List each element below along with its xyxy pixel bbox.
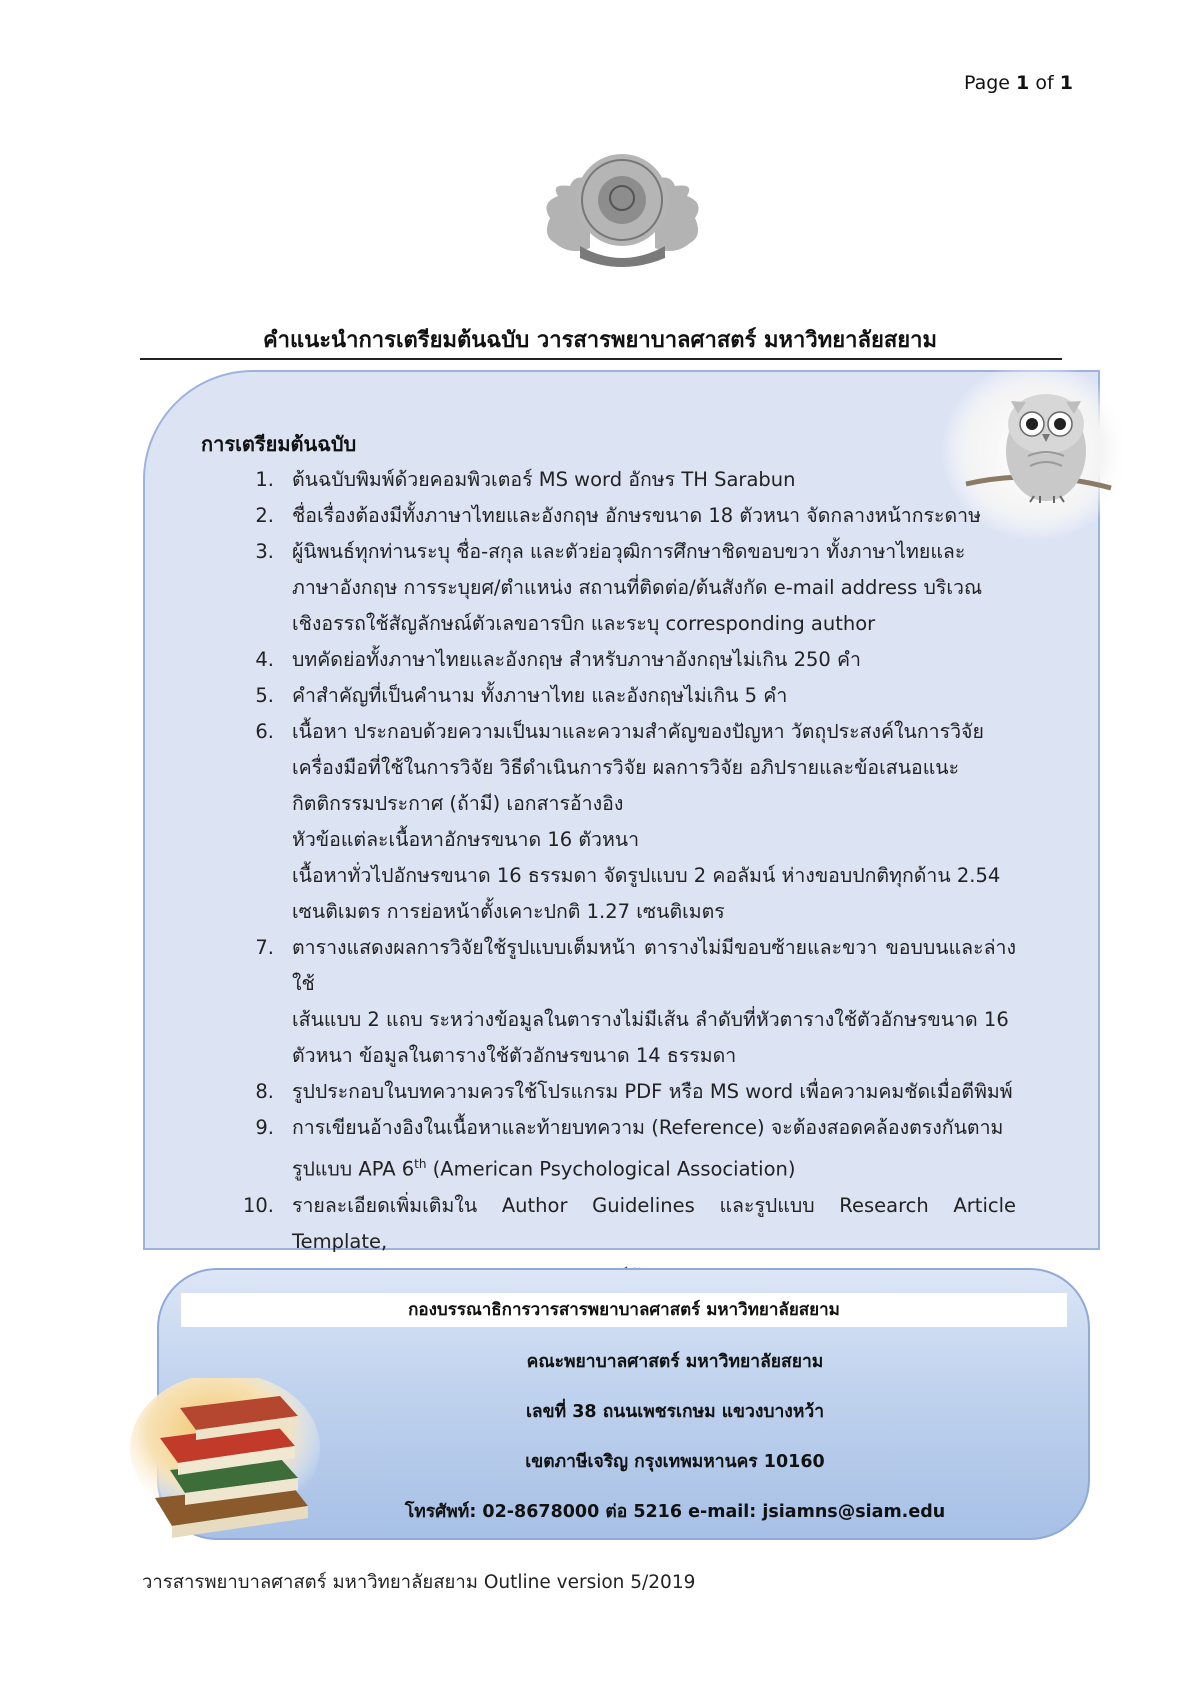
apa-text-after: (American Psychological Association) [426, 1157, 796, 1181]
contact-header: กองบรรณาธิการวารสารพยาบาลศาสตร์ มหาวิทยาลัยสยาม [181, 1293, 1067, 1327]
item-line: รายละเอียดเพิ่มเติมใน Author Guidelines และรูปแบบ Research Article Template, [292, 1193, 1016, 1253]
item-line: เนื้อหา ประกอบด้วยความเป็นมาและความสำคัญของปัญหา วัตถุประสงค์ในการวิจัย [292, 720, 984, 743]
item-text [292, 678, 1016, 714]
item-line: ภาษาอังกฤษ การระบุยศ/ตำแหน่ง สถานที่ติดต่อ/ต้นสังกัด e-mail address บริเวณ [292, 576, 983, 599]
preparation-list [236, 462, 1016, 1296]
page-title: คำแนะนำการเตรียมต้นฉบับ วารสารพยาบาลศาสตร์ มหาวิทยาลัยสยาม [262, 328, 938, 353]
item-line: ตารางแสดงผลการวิจัยใช้รูปแบบเต็มหน้า ตารางไม่มีขอบซ้ายและขวา ขอบบนและล่างใช้ [292, 936, 1016, 995]
books-stack-icon [130, 1378, 330, 1548]
page-number [964, 72, 1073, 94]
list-item [236, 462, 1016, 498]
item-text [292, 1110, 1016, 1188]
item-number: 8. [255, 1080, 274, 1103]
list-item [236, 534, 1016, 642]
page-of: of [1035, 72, 1054, 94]
item-text [292, 1074, 1016, 1110]
item-text [292, 462, 1016, 498]
item-text [292, 930, 1016, 1074]
title-divider [140, 358, 1062, 360]
contact-address-1: เลขที่ 38 ถนนเพชรเกษม แขวงบางหว้า [525, 1402, 825, 1422]
preparation-heading: การเตรียมต้นฉบับ [201, 432, 357, 456]
item-line: การเขียนอ้างอิงในเนื้อหาและท้ายบทความ (Reference) จะต้องสอดคล้องตรงกันตาม [292, 1116, 1004, 1139]
item-number: 2. [255, 504, 274, 527]
item-line: ตัวหนา ข้อมูลในตารางใช้ตัวอักษรขนาด 14 ธรรมดา [292, 1044, 737, 1067]
item-number: 4. [255, 648, 274, 671]
item-text [292, 642, 1016, 678]
page-prefix: Page [964, 72, 1010, 94]
contact-address-2: เขตภาษีเจริญ กรุงเทพมหานคร 10160 [525, 1452, 825, 1472]
contact-faculty: คณะพยาบาลศาสตร์ มหาวิทยาลัยสยาม [526, 1352, 824, 1372]
item-line: บทคัดย่อทั้งภาษาไทยและอังกฤษ สำหรับภาษาอังกฤษไม่เกิน 250 คำ [292, 648, 861, 671]
list-item [236, 1110, 1016, 1188]
list-item [236, 498, 1016, 534]
item-text [292, 714, 1016, 930]
contact-phone-email: โทรศัพท์: 02-8678000 ต่อ 5216 e-mail: jsiamns@siam.edu [404, 1502, 946, 1522]
item-number: 5. [255, 684, 274, 707]
list-item [236, 678, 1016, 714]
page-footer: วารสารพยาบาลศาสตร์ มหาวิทยาลัยสยาม Outline version 5/2019 [142, 1572, 696, 1593]
list-item [236, 930, 1016, 1074]
page-current: 1 [1016, 72, 1030, 94]
apa-text: รูปแบบ APA 6 [292, 1157, 415, 1181]
item-line: หัวข้อแต่ละเนื้อหาอักษรขนาด 16 ตัวหนา [292, 828, 640, 851]
list-item [236, 714, 1016, 930]
item-number: 6. [255, 720, 274, 743]
item-number: 3. [255, 540, 274, 563]
item-line: คำสำคัญที่เป็นคำนาม ทั้งภาษาไทย และอังกฤษไม่เกิน 5 คำ [292, 684, 788, 707]
item-line: เชิงอรรถใช้สัญลักษณ์ตัวเลขอารบิก และระบุ corresponding author [292, 612, 876, 635]
item-line: ผู้นิพนธ์ทุกท่านระบุ ชื่อ-สกุล และตัวย่อวุฒิการศึกษาชิดขอบขวา ทั้งภาษาไทยและ [292, 540, 966, 563]
item-text [292, 498, 1016, 534]
item-line-apa [292, 1146, 1016, 1188]
item-text [292, 534, 1016, 642]
item-line: เนื้อหาทั่วไปอักษรขนาด 16 ธรรมดา จัดรูปแบบ 2 คอลัมน์ ห่างขอบปกติทุกด้าน 2.54 [292, 864, 1001, 887]
item-number: 7. [255, 936, 274, 959]
list-item [236, 642, 1016, 678]
item-line: กิตติกรรมประกาศ (ถ้ามี) เอกสารอ้างอิง [292, 792, 624, 815]
item-line: เซนติเมตร การย่อหน้าตั้งเคาะปกติ 1.27 เซนติเมตร [292, 900, 725, 923]
item-number: 9. [255, 1116, 274, 1139]
item-line: เส้นแบบ 2 แถบ ระหว่างข้อมูลในตารางไม่มีเส้น ลำดับที่หัวตารางใช้ตัวอักษรขนาด 16 [292, 1008, 1009, 1031]
item-line: รูปประกอบในบทความควรใช้โปรแกรม PDF หรือ MS word เพื่อความคมชัดเมื่อตีพิมพ์ [292, 1080, 1013, 1103]
item-number: 1. [255, 468, 274, 491]
item-number: 10. [242, 1193, 274, 1217]
item-line: เครื่องมือที่ใช้ในการวิจัย วิธีดำเนินการวิจัย ผลการวิจัย อภิปรายและข้อเสนอแนะ [292, 756, 960, 779]
item-line: ชื่อเรื่องต้องมีทั้งภาษาไทยและอังกฤษ อักษรขนาด 18 ตัวหนา จัดกลางหน้ากระดาษ [292, 504, 981, 527]
university-seal-icon [540, 148, 705, 273]
list-item [236, 1074, 1016, 1110]
apa-superscript: th [414, 1157, 427, 1171]
page-total: 1 [1059, 72, 1073, 94]
item-line: ต้นฉบับพิมพ์ด้วยคอมพิวเตอร์ MS word อักษร TH Sarabun [292, 468, 796, 491]
